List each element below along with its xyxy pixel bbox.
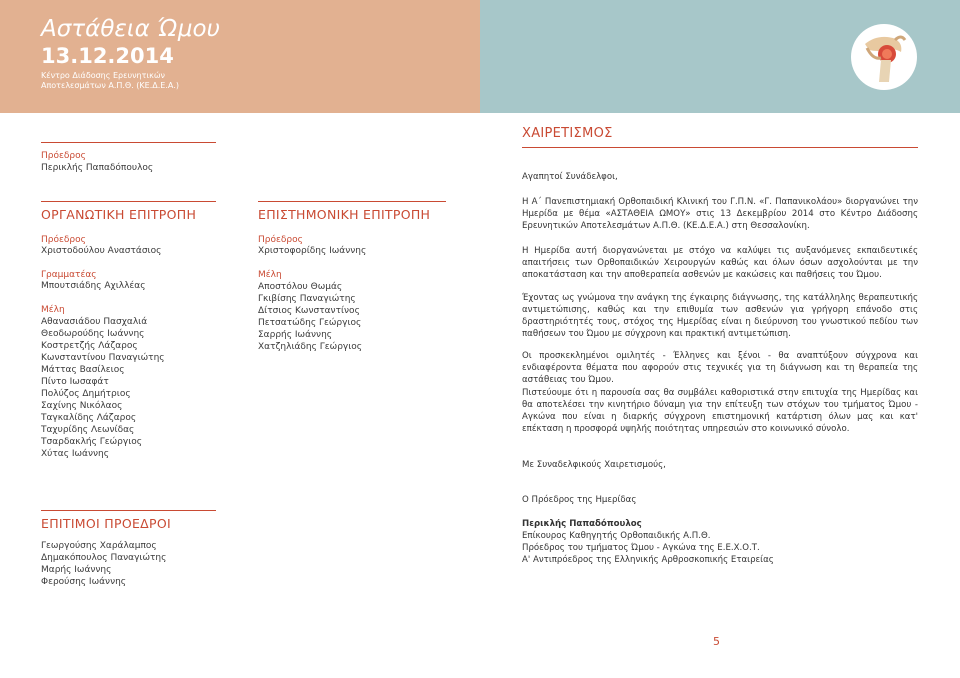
signature-line-1: Επίκουρος Καθηγητής Ορθοπαιδικής Α.Π.Θ. [522,531,711,541]
scientific-members-list [258,281,362,353]
list-item: Ταγκαλίδης Λάζαρος [41,413,137,423]
list-item: Πετσατώδης Γεώργιος [258,318,362,328]
signature-role: Ο Πρόεδρος της Ημερίδας [522,495,637,505]
list-item: Τσαρδακλής Γεώργιος [41,437,143,447]
president-name: Περικλής Παπαδόπουλος [41,163,154,173]
event-date: 13.12.2014 [41,44,174,68]
page-number: 5 [713,635,720,648]
president-label: Πρόεδρος [41,151,86,161]
organizing-members-label: Μέλη [41,305,65,315]
scientific-heading: ΕΠΙΣΤΗΜΟΝΙΚΗ ΕΠΙΤΡΟΠΗ [258,207,431,222]
list-item: Μάττας Βασίλειος [41,365,125,375]
list-item: Γκιβίσης Παναγιώτης [258,294,356,304]
list-item: Γεωργούσης Χαράλαμπος [41,541,157,551]
scientific-president-name: Χριστοφορίδης Ιωάννης [258,246,367,256]
list-item: Χατζηλιάδης Γεώργιος [258,342,363,352]
greeting-paragraph-4: Οι προσκεκλημένοι ομιλητές - Έλληνες και ξένοι - θα αναπτύξουν σύγχρονα και ενδιαφέροντα θέματα που αφορούν στις τεχνικές για τη διάγνωση και τη θεραπεία της αστάθειας του Ώμου. [522,351,918,385]
honorary-members-list [41,540,166,588]
honorary-rule [41,510,216,511]
shoulder-logo [851,24,917,90]
list-item: Αποστόλου Θωμάς [258,282,343,292]
event-title: Αστάθεια Ώμου [41,16,220,42]
list-item: Αθανασιάδου Πασχαλιά [41,317,148,327]
organizing-rule [41,201,216,202]
greeting-paragraph-3: Έχοντας ως γνώμονα την ανάγκη της έγκαιρης διάγνωσης, της κατάλληλης θεραπευτικής αντιμετώπισης, καθώς και την επιθυμία των ασθενών για γρήγορη επάνοδο στις δραστηριότητές τους, στόχος της Ημερίδας είναι η διεύρυνση του γνωστικού πεδίου των παθήσεων του Ώμου με σύγχρονη και πρακτική αντιμετώπιση. [522,293,918,339]
scientific-rule [258,201,446,202]
greeting-paragraph-5: Πιστεύουμε ότι η παρουσία σας θα συμβάλει καθοριστικά στην επιτυχία της Ημερίδας και θα αποτελέσει την κινητήριο δύναμη για την επίτευξη των στόχων του τμήματος Ώμου - Αγκώνα που είναι η διαρκής σύγχρονη επιστημονική κατάρτιση όλων μας και κατ' επέκταση η προσφορά υψηλής ποιότητας υπηρεσιών στο κοινωνικό σύνολο. [522,388,918,434]
list-item: Θεοδωρούδης Ιωάννης [41,329,145,339]
organizing-secretary-name: Μπουτσιάδης Αχιλλέας [41,281,146,291]
shoulder-joint-icon [859,30,909,84]
greeting-rule [522,147,918,148]
list-item: Ταχυρίδης Λεωνίδας [41,425,135,435]
greeting-paragraph-1: Η Α΄ Πανεπιστημιακή Ορθοπαιδική Κλινική του Γ.Π.Ν. «Γ. Παπανικολάου» διοργανώνει την Ημερίδα με θέμα «ΑΣΤΑΘΕΙΑ ΩΜΟΥ» στις 13 Δεκεμβρίου 2014 στο Κέντρο Διάδοσης Ερευνητικών Αποτελεσμάτων Α.Π.Θ. (ΚΕ.Δ.Ε.Α.) στη Θεσσαλονίκη. [522,197,918,231]
list-item: Κοστρετζής Λάζαρος [41,341,138,351]
event-venue [41,71,241,91]
greeting-closing: Με Συναδελφικούς Χαιρετισμούς, [522,460,666,470]
signature-line-3: Α' Αντιπρόεδρος της Ελληνικής Αρθροσκοπικής Εταιρείας [522,555,774,565]
list-item: Δίτσιος Κωνσταντίνος [258,306,360,316]
greeting-heading: ΧΑΙΡΕΤΙΣΜΟΣ [522,126,613,141]
scientific-members-label: Μέλη [258,270,282,280]
event-venue-line2: Αποτελεσμάτων Α.Π.Θ. (ΚΕ.Δ.Ε.Α.) [41,81,180,90]
list-item: Σαχίνης Νικόλαος [41,401,123,411]
organizing-secretary-label: Γραμματέας [41,270,97,280]
list-item: Χύτας Ιωάννης [41,449,110,459]
list-item: Σαρρής Ιωάννης [258,330,333,340]
list-item: Φερούσης Ιωάννης [41,577,127,587]
list-item: Πολύζος Δημήτριος [41,389,131,399]
list-item: Κωνσταντίνου Παναγιώτης [41,353,165,363]
event-venue-line1: Κέντρο Διάδοσης Ερευνητικών [41,71,166,80]
list-item: Δημακόπουλος Παναγιώτης [41,553,167,563]
organizing-heading: ΟΡΓΑΝΩΤΙΚΗ ΕΠΙΤΡΟΠΗ [41,207,197,222]
list-item: Μαρής Ιωάννης [41,565,112,575]
signature-line-2: Πρόεδρος του τμήματος Ώμου - Αγκώνα της Ε.Ε.Χ.Ο.Τ. [522,543,760,553]
organizing-members-list [41,316,165,460]
honorary-heading: ΕΠΙΤΙΜΟΙ ΠΡΟΕΔΡΟΙ [41,516,171,531]
greeting-salutation: Αγαπητοί Συνάδελφοι, [522,172,618,182]
signature-name: Περικλής Παπαδόπουλος [522,519,642,529]
scientific-president-label: Πρόεδρος [258,235,303,245]
organizing-president-label: Πρόεδρος [41,235,86,245]
president-rule [41,142,216,143]
list-item: Πίντο Ιωσαφάτ [41,377,109,387]
organizing-president-name: Χριστοδούλου Αναστάσιος [41,246,162,256]
greeting-paragraph-2: Η Ημερίδα αυτή διοργανώνεται με στόχο να καλύψει τις αυξανόμενες εκπαιδευτικές απαιτήσεις των Ορθοπαιδικών Χειρουργών καθώς και όλων όσων ασχολούνται με την αποκατάσταση και την αποθεραπεία ασθενών με κακώσεις και παθήσεις του Ώμου. [522,246,918,280]
